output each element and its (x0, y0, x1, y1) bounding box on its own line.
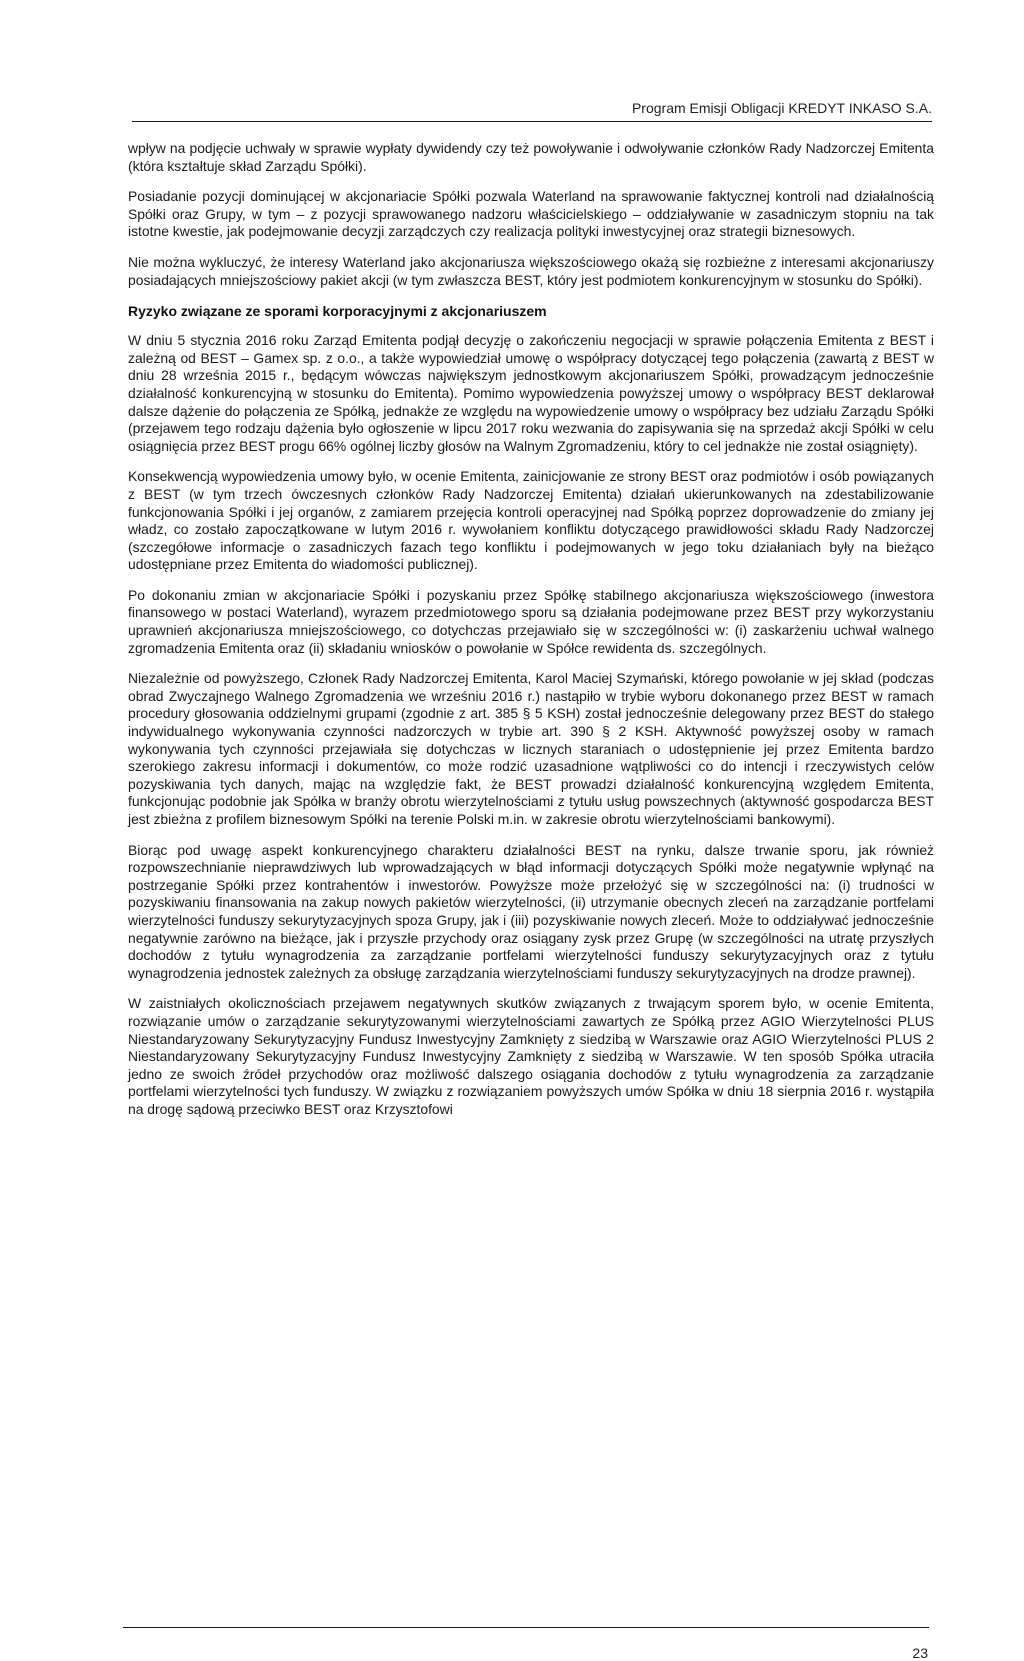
paragraph-3: Nie można wykluczyć, że interesy Waterland jako akcjonariusza większościowego okażą się rozbieżne z interesami akcjonariuszy posiadających mniejszościowy pakiet akcji (w tym zwłaszcza BEST, który jest podmiotem konkurencyjnym w stosunku do Spółki). (128, 253, 934, 288)
paragraph-4: W dniu 5 stycznia 2016 roku Zarząd Emitenta podjął decyzję o zakończeniu negocjacji w sprawie połączenia Emitenta z BEST i zależną od BEST – Gamex sp. z o.o., a także wypowiedział umowę o współpracy dotyczącej tego połączenia (zawartą z BEST w dniu 28 września 2015 r., będącym wówczas największym jednostkowym akcjonariuszem Spółki, prowadzącym jednocześnie działalność konkurencyjną w stosunku do Emitenta). Pomimo wypowiedzenia powyższej umowy o współpracy BEST deklarował dalsze dążenie do połączenia ze Spółką, jednakże ze względu na wypowiedzenie umowy o współpracy bez udziału Zarządu Spółki (przejawem tego rodzaju dążenia było ogłoszenie w lipcu 2017 roku wezwania do zapisywania się na sprzedaż akcji Spółki w celu osiągnięcia przez BEST progu 66% ogólnej liczby głosów na Walnym Zgromadzeniu, który to cel jednakże nie został osiągnięty). (128, 332, 934, 454)
paragraph-7: Niezależnie od powyższego, Członek Rady Nadzorczej Emitenta, Karol Maciej Szymański, którego powołanie w jej skład (podczas obrad Zwyczajnego Walnego Zgromadzenia we wrześniu 2016 r.) nastąpiło w trybie wyboru dokonanego przez BEST w ramach procedury głosowania oddzielnymi grupami (zgodnie z art. 385 § 5 KSH) został jednocześnie delegowany przez BEST do stałego indywidualnego wykonywania czynności nadzorczych w trybie art. 390 § 2 KSH. Aktywność powyższej osoby w ramach wykonywania tych czynności przejawiała się dotychczas w licznych staraniach o udostępnienie jej przez Emitenta bardzo szerokiego zakresu informacji i dokumentów, co może rodzić uzasadnione wątpliwości co do intencji i rzeczywistych celów pozyskiwania tych danych, mając na względzie fakt, że BEST prowadzi działalność konkurencyjną względem Emitenta, funkcjonując podobnie jak Spółka w branży obrotu wierzytelnościami z tytułu usług powszechnych (aktywność gospodarcza BEST jest zbieżna z profilem biznesowym Spółki na terenie Polski m.in. w zakresie obrotu wierzytelnościami bankowymi). (128, 670, 934, 827)
paragraph-2: Posiadanie pozycji dominującej w akcjonariacie Spółki pozwala Waterland na sprawowanie faktycznej kontroli nad działalnością Spółki oraz Grupy, w tym – z pozycji sprawowanego nadzoru właścicielskiego – oddziaływanie w zasadniczym stopniu na tak istotne kwestie, jak podejmowanie decyzji zarządczych czy realizacja polityki inwestycyjnej oraz strategii biznesowych. (128, 188, 934, 240)
paragraph-6: Po dokonaniu zmian w akcjonariacie Spółki i pozyskaniu przez Spółkę stabilnego akcjonariusza większościowego (inwestora finansowego w postaci Waterland), wyrazem przedmiotowego sporu są działania podejmowane przez BEST przy wykorzystaniu uprawnień akcjonariusza mniejszościowego, co dotychczas przejawiało się w szczególności w: (i) zaskarżeniu uchwał walnego zgromadzenia Emitenta oraz (ii) składaniu wniosków o powołanie w Spółce rewidenta ds. szczególnych. (128, 586, 934, 656)
document-body (128, 140, 934, 1600)
paragraph-5: Konsekwencją wypowiedzenia umowy było, w ocenie Emitenta, zainicjowanie ze strony BEST oraz podmiotów i osób powiązanych z BEST (w tym trzech ówczesnych członków Rady Nadzorczej Emitenta) działań ukierunkowanych na zdestabilizowanie funkcjonowania Spółki i jej organów, z zamiarem przejęcia kontroli operacyjnej nad Spółką poprzez doprowadzenie do zmiany jej władz, co zostało zapoczątkowane w lutym 2016 r. wywołaniem konfliktu dotyczącego prawidłowości składu Rady Nadzorczej (szczegółowe informacje o zasadniczych fazach tego konfliktu i podejmowanych w jego toku działaniach były na bieżąco udostępniane przez Emitenta do wiadomości publicznej). (128, 468, 934, 573)
paragraph-9: W zaistniałych okolicznościach przejawem negatywnych skutków związanych z trwającym sporem było, w ocenie Emitenta, rozwiązanie umów o zarządzanie sekurytyzowanymi wierzytelnościami zawartych ze Spółką przez AGIO Wierzytelności PLUS Niestandaryzowany Sekurytyzacyjny Fundusz Inwestycyjny Zamknięty z siedzibą w Warszawie oraz AGIO Wierzytelności PLUS 2 Niestandaryzowany Sekurytyzacyjny Fundusz Inwestycyjny Zamknięty z siedzibą w Warszawie. W ten sposób Spółka utraciła jedno ze swoich źródeł przychodów oraz możliwość dalszego osiągania dochodów z tytułu wynagrodzenia za zarządzanie portfelami wierzytelności tych funduszy. W związku z rozwiązaniem powyższych umów Spółka w dniu 18 sierpnia 2016 r. wystąpiła na drogę sądową przeciwko BEST oraz Krzysztofowi (128, 995, 934, 1117)
paragraph-8: Biorąc pod uwagę aspekt konkurencyjnego charakteru działalności BEST na rynku, dalsze trwanie sporu, jak również rozpowszechnianie nieprawdziwych lub wprowadzających w błąd informacji dotyczących Spółki może negatywnie wpłynąć na postrzeganie Spółki przez kontrahentów i inwestorów. Powyższe może przełożyć się w szczególności na: (i) trudności w pozyskiwaniu finansowania na zakup nowych pakietów wierzytelności, (ii) utrzymanie obecnych zleceń na zarządzanie portfelami wierzytelności funduszy sekurytyzacyjnych spoza Grupy, jak i (iii) pozyskiwanie nowych zleceń. Może to oddziaływać jednocześnie negatywnie zarówno na bieżące, jak i przyszłe przychody oraz osiągany zysk przez Grupę (w szczególności na utratę przyszłych dochodów z tytułu wynagrodzenia za zarządzanie portfelami wierzytelności funduszy sekurytyzacyjnych oraz z tytułu wynagrodzenia jednostek zależnych za obsługę zarządzania wierzytelnościami funduszy sekurytyzacyjnych na drodze prawnej). (128, 841, 934, 981)
document-title: Program Emisji Obligacji KREDYT INKASO S.A. (631, 100, 932, 116)
section-heading: Ryzyko związane ze sporami korporacyjnymi z akcjonariuszem (128, 303, 547, 320)
page-header (132, 98, 932, 122)
page-number: 23 (912, 1645, 928, 1661)
paragraph-1: wpływ na podjęcie uchwały w sprawie wypłaty dywidendy czy też powoływanie i odwoływanie członków Rady Nadzorczej Emitenta (która kształtuje skład Zarządu Spółki). (128, 140, 934, 174)
header-divider (132, 121, 932, 122)
footer-divider (123, 1627, 929, 1628)
